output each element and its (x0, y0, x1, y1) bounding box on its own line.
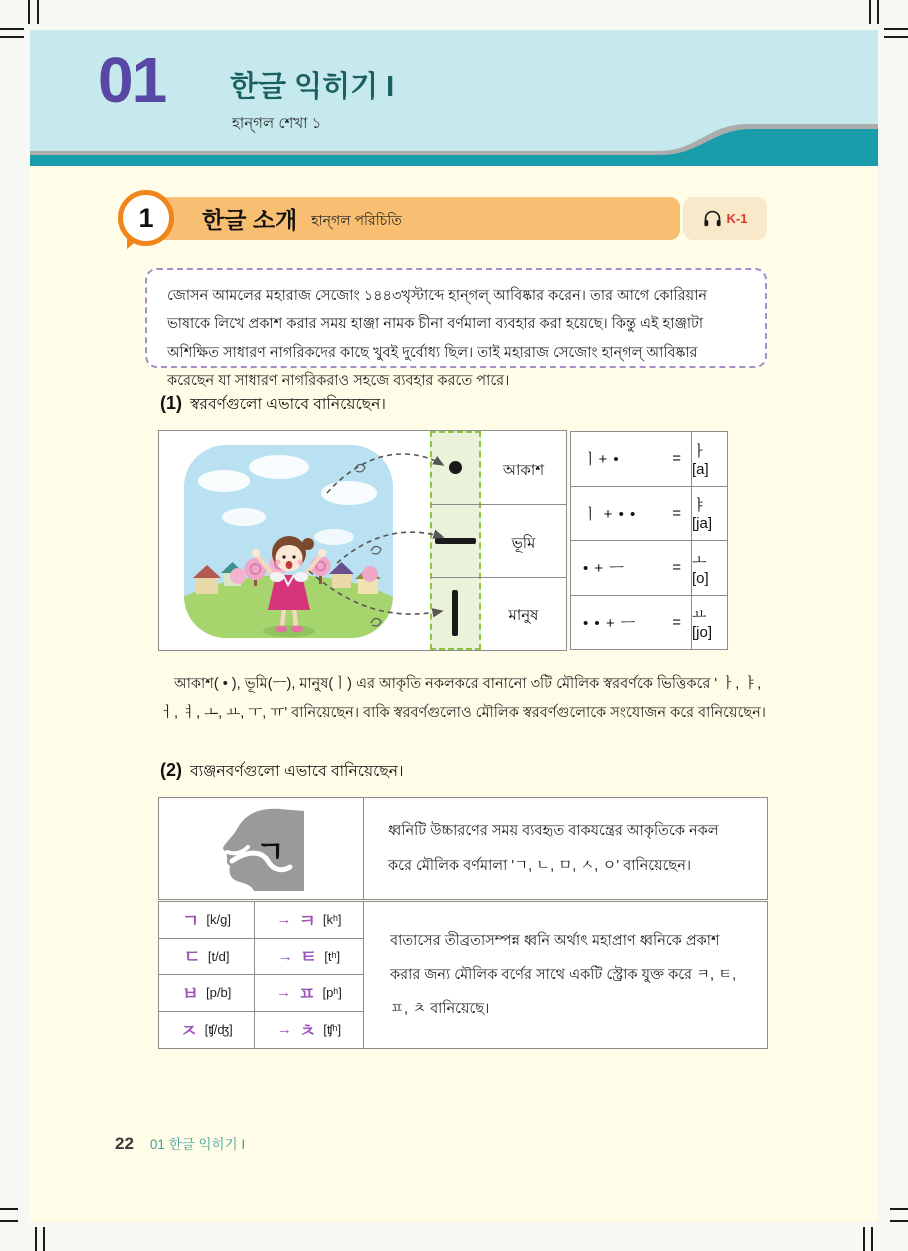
crop-mark (0, 28, 24, 30)
audio-track-label: K-1 (726, 211, 748, 226)
mouth-profile-icon (200, 806, 322, 892)
vowel-section-heading (160, 392, 386, 418)
combo-result: ㅏ [a] (692, 442, 709, 478)
girl-illustration (184, 445, 393, 638)
combo-formula: ㅣ + • • (583, 505, 637, 523)
vowel-origin-figure (158, 430, 567, 651)
aspirated-consonant-table (158, 901, 768, 1049)
section-title-bar (150, 197, 680, 240)
vowel-combination-table (570, 431, 728, 650)
articulation-box (158, 797, 768, 900)
crop-mark (35, 1227, 37, 1251)
crop-mark (863, 1227, 865, 1251)
crop-mark (877, 0, 879, 24)
sky-dot-symbol (449, 461, 462, 474)
crop-mark (43, 1227, 45, 1251)
consonant-heading-text: ব্যঞ্জনবর্ণগুলো এভাবে বানিয়েছেন। (190, 763, 404, 780)
crop-mark (884, 36, 908, 38)
combo-result: ㅑ [ja] (692, 497, 713, 533)
table-row (571, 432, 727, 487)
crop-mark (869, 0, 871, 24)
combo-result: ㅛ [jo] (692, 606, 713, 642)
vowel-heading-number: (1) (160, 393, 182, 413)
arrow-glyph: → (276, 911, 292, 929)
crop-mark (890, 1208, 908, 1210)
combo-result: ㅗ [o] (692, 551, 709, 587)
aspirated-consonant-cell: → ㅋ [kʰ] (255, 902, 363, 939)
page-number: 22 (115, 1134, 134, 1153)
crop-mark (890, 1220, 908, 1222)
combo-formula: ㅣ+ • (583, 451, 620, 469)
audio-track-chip (683, 197, 767, 240)
articulation-text: ধ্বনিটি উচ্চারণের সময় ব্যবহৃত বাকযন্ত্রের আকৃতিকে নকল করে মৌলিক বর্ণমালা 'ㄱ, ㄴ, ㅁ, ㅅ, ㅇ' বানিয়েছেন। (388, 823, 719, 874)
basic-consonant-cell: ㄷ [t/d] (159, 939, 255, 976)
crop-mark (884, 28, 908, 30)
table-row (571, 541, 727, 596)
row-divider (430, 504, 566, 505)
crop-mark (28, 0, 30, 24)
origin-label-earth: ভূমি (511, 535, 536, 552)
consonant-heading-number: (2) (160, 760, 182, 780)
vowel-note-paragraph: আকাশ( • ), ভূমি(ㅡ), মানুষ(ㅣ) এর আকৃতি নকলকরে বানানো ৩টি মৌলিক স্বরবর্ণকে ভিত্তিকরে ' ㅏ, ㅑ, ㅓ, ㅕ, ㅗ, ㅛ, ㅜ, ㅠ' বানিয়েছেন। বাকি স্বরবর্ণগুলোও মৌলিক স্বরবর্ণগুলোকে সংযোজন করে বানিয়েছেন। (160, 676, 766, 721)
table-row (571, 596, 727, 650)
arrow-glyph: → (277, 947, 293, 965)
section-subtitle-bengali: হান্গল পরিচিতি (311, 211, 402, 228)
aspirated-consonant-cell: → ㅌ [tʰ] (255, 939, 363, 976)
combo-formula: • • + ㅡ (583, 614, 637, 632)
aspiration-text: বাতাসের তীব্রতাসম্পন্ন ধ্বনি অর্থাৎ মহাপ্রাণ ধ্বনিকে প্রকাশ করার জন্য মৌলিক বর্ণের সাথে একটি স্ট্রোক যুক্ত করে ㅋ, ㅌ, ㅍ, ㅊ বানিয়েছে। (390, 932, 737, 1018)
chapter-number: 01 (98, 44, 166, 116)
header-wave-decoration (30, 116, 878, 166)
footer-chapter-label: 01 한글 익히기 I (149, 1137, 246, 1152)
intro-text-box: জোসন আমলের মহারাজ সেজোং ১৪৪৩খৃস্টাব্দে হান্গল্ আবিষ্কার করেন। তার আগে কোরিয়ান ভাষাকে লিখে প্রকাশ করার সময় হাঞ্জা নামক চীনা বর্ণমালা ব্যবহার করা হয়েছে। কিন্তু এই হাঞ্জাটা অশিক্ষিত সাধারণ নাগরিকদের কাছে খুবই দুর্বোধ্য ছিল। তাই মহারাজ সেজোং হান্গল্ আবিষ্কার করেছেন যা সাধারণ নাগরিকরাও সহজে ব্যবহার করতে পারে। (145, 268, 767, 368)
human-bar-symbol (452, 590, 458, 636)
aspirated-consonant-cell: → ㅊ [ʧʰ] (276, 1020, 342, 1041)
equals-sign: = (672, 613, 682, 631)
equals-sign: = (672, 450, 682, 468)
arrow-glyph: → (276, 984, 292, 1002)
mouth-letter: ㄱ (256, 835, 285, 869)
chapter-header (30, 30, 878, 167)
crop-mark (0, 1220, 18, 1222)
consonant-section-heading (160, 759, 404, 785)
crop-mark (0, 1208, 18, 1210)
combo-formula: • + ㅡ (583, 560, 625, 578)
chapter-title-korean: 한글 익히기 I (230, 71, 395, 103)
crop-mark (871, 1227, 873, 1251)
headphones-icon (703, 210, 722, 227)
section-title-korean: 한글 소개 (202, 207, 298, 233)
equals-sign: = (672, 504, 682, 522)
table-row (571, 487, 727, 542)
textbook-page (30, 30, 878, 1222)
section-number-badge: 1 (118, 190, 174, 246)
earth-bar-symbol (435, 538, 476, 544)
equals-sign: = (672, 559, 682, 577)
origin-label-human: মানুষ (508, 607, 539, 624)
vowel-heading-text: স্বরবর্ণগুলো এভাবে বানিয়েছেন। (190, 396, 386, 413)
basic-consonant-cell: ㅂ [p/b] (159, 975, 255, 1012)
origin-label-sky: আকাশ (502, 462, 545, 479)
chapter-subtitle-bengali: হান্গল শেখা ১ (232, 115, 322, 132)
crop-mark (37, 0, 39, 24)
row-divider (430, 577, 566, 578)
arrow-glyph: → (276, 1021, 292, 1039)
basic-consonant-cell: ㅈ [ʧ/ʤ] (159, 1012, 255, 1049)
basic-consonant-cell: ㄱ [k/g] (159, 902, 255, 939)
aspirated-consonant-cell: → ㅍ [pʰ] (255, 975, 363, 1012)
page-footer (115, 1133, 245, 1154)
crop-mark (0, 36, 24, 38)
